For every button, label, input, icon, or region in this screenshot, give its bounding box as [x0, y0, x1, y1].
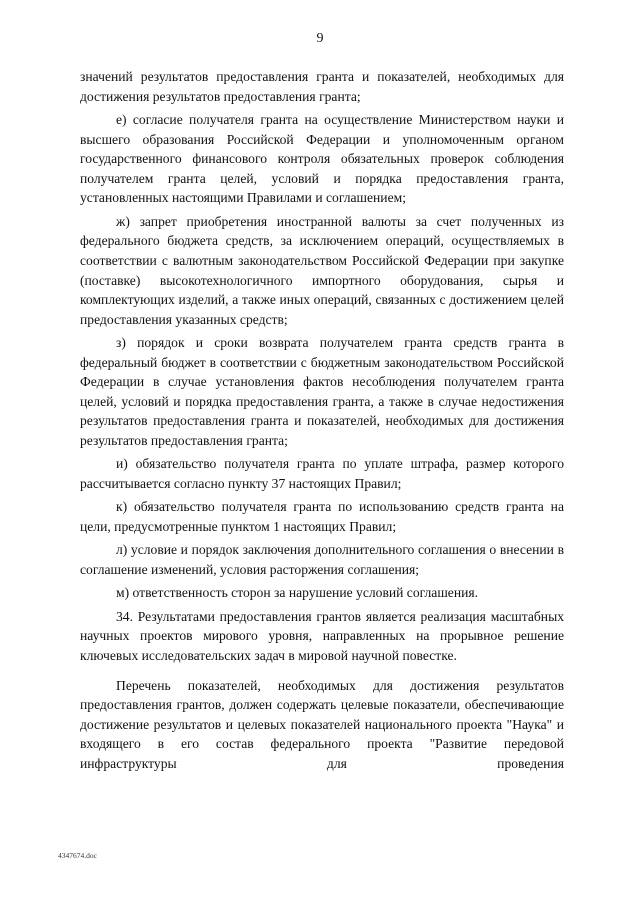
paragraph-item-k: к) обязательство получателя гранта по использованию средств гранта на цели, предусмотренные пунктом 1 настоящих Правил; [80, 499, 564, 535]
page-number: 9 [316, 31, 324, 46]
document-body [80, 67, 564, 774]
paragraph-continuation: значений результатов предоставления гранта и показателей, необходимых для достижения результатов предоставления гранта; [80, 69, 564, 104]
paragraph-item-i: и) обязательство получателя гранта по уплате штрафа, размер которого рассчитывается согласно пункту 37 настоящих Правил; [80, 456, 564, 492]
paragraph-clause-34: 34. Результатами предоставления грантов является реализация масштабных научных проектов мирового уровня, направленных на прорывное решение ключевых исследовательских задач в мировой научной повестке. [80, 608, 564, 663]
paragraph-item-e: е) согласие получателя гранта на осуществление Министерством науки и высшего образования Российской Федерации и уполномоченным органом государственного финансового контроля обязательных проверок соблюдения получателем гранта целей, условий и порядка предоставления гранта, установленных настоящими Правилами и соглашением; [80, 111, 564, 206]
paragraph-indicators-list: Перечень показателей, необходимых для достижения результатов предоставления грантов, должен содержать целевые показатели, обеспечивающие достижение результатов и целевых показателей национального проекта "Наука" и входящего в его состав федерального проекта "Развитие передовой инфраструктуры для проведения [80, 677, 564, 771]
paragraph-item-m: м) ответственность сторон за нарушение условий соглашения. [116, 585, 479, 601]
document-file-reference: 4347674.doc [58, 851, 97, 860]
paragraph-item-z: з) порядок и сроки возврата получателем гранта средств гранта в федеральный бюджет в соответствии с бюджетным законодательством Российской Федерации в случае установления фактов несоблюдения получателем гранта целей, условий и порядка предоставления гранта, а также в случае недостижения результатов предоставления гранта и показателей, необходимых для достижения результатов предоставления гранта; [80, 335, 564, 449]
paragraph-item-l: л) условие и порядок заключения дополнительного соглашения о внесении в соглашение изменений, условия расторжения соглашения; [80, 542, 564, 578]
paragraph-item-zh: ж) запрет приобретения иностранной валюты за счет полученных из федерального бюджета средств, за исключением операций, осуществляемых в соответствии с валютным законодательством Российской Федерации при закупке (поставке) высокотехнологичного импортного оборудования, сырья и комплектующих изделий, а также иных операций, связанных с достижением целей предоставления указанных средств; [80, 213, 564, 327]
